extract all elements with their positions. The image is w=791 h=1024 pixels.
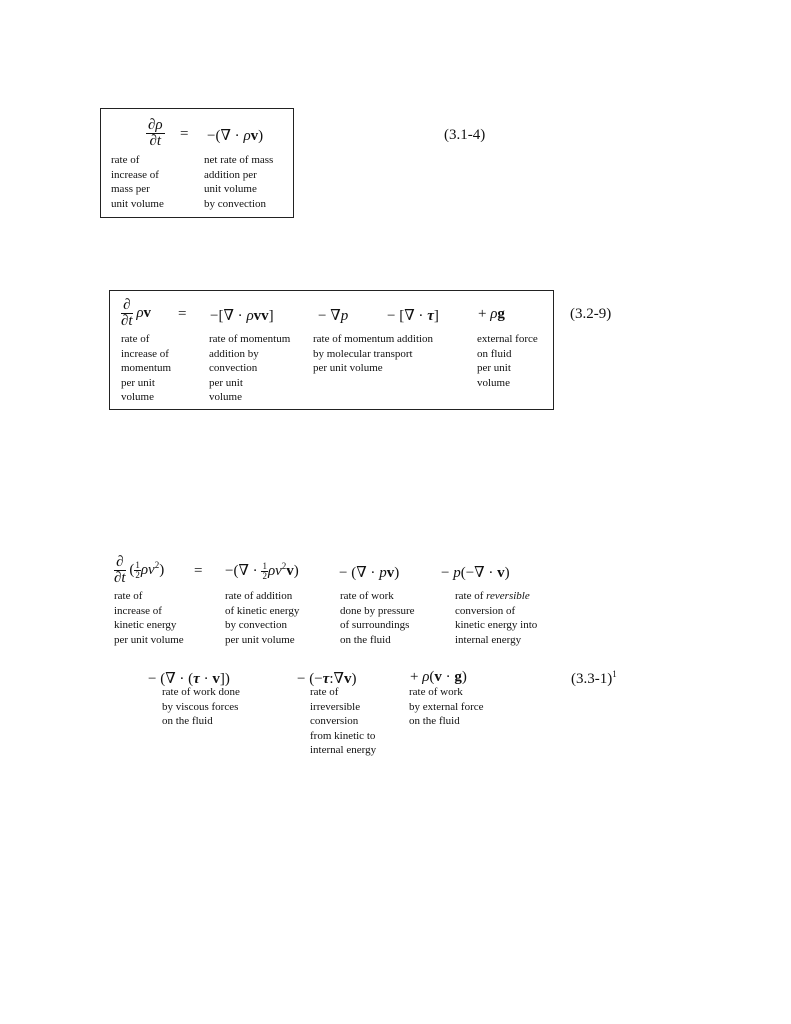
- eq3-equals: =: [194, 563, 203, 579]
- eq2-equals: =: [178, 306, 187, 322]
- eq3-desc-reversible-prefix: rate of: [455, 590, 487, 602]
- eq3-desc-gravity-work: rate of work by external force on the fluid: [409, 686, 484, 727]
- eq2-number: (3.2-9): [570, 306, 612, 322]
- eq2-desc-accumulation: rate of increase of momentum per unit volume: [121, 333, 172, 403]
- eq3-number-text: (3.3-1): [571, 671, 613, 687]
- eq1-equals: =: [180, 126, 189, 142]
- eq3-desc-convection: rate of addition of kinetic energy by convection per unit volume: [225, 590, 300, 646]
- eq2-stress-term: − [∇ · τ]: [387, 308, 439, 324]
- eq1-rhs: −(∇ · ρv): [207, 128, 264, 144]
- eq1-lhs: $\frac{\partial\rho}{\partial t}$: [148, 117, 163, 149]
- eq3-desc-reversible-word: reversible: [486, 590, 530, 602]
- eq3-lhs: $\frac{\partial}{\partial t}$ ( $\frac{1}{2}$ $\rho v^2$): [114, 554, 165, 586]
- eq2-desc-external: external force on fluid per unit volume: [477, 333, 538, 389]
- eq2-gravity-term: + ρg: [478, 306, 505, 322]
- eq3-viscous-work-term: − (∇ · (τ · v]): [148, 671, 230, 687]
- eq3-pressure-work-term: − (∇ · pv): [339, 565, 400, 581]
- eq2-desc-molecular: rate of momentum addition by molecular transport per unit volume: [313, 333, 434, 374]
- eq2-convection-term: −[∇ · ρvv]: [210, 308, 274, 324]
- eq3-gravity-work-term: + ρ(v · g): [410, 669, 467, 685]
- eq2-desc-convection: rate of momentum addition by convection per unit volume: [209, 333, 291, 403]
- eq2-lhs: $\frac{\partial}{\partial t}$ ρv: [121, 297, 152, 329]
- eq3-number: [571, 669, 617, 688]
- eq3-desc-reversible: conversion of kinetic energy into internal energy: [455, 604, 538, 646]
- eq1-number: (3.1-4): [444, 127, 486, 143]
- eq3-irreversible-term: − (−τ:∇v): [297, 671, 357, 687]
- eq1-desc-accumulation: rate of increase of mass per unit volume: [111, 154, 164, 210]
- eq3-footnote-marker: 1: [612, 669, 617, 679]
- eq3-desc-irreversible: rate of irreversible conversion from kinetic to internal energy: [310, 686, 377, 756]
- eq3-desc-accumulation: rate of increase of kinetic energy per unit volume: [114, 590, 184, 646]
- eq3-convection-term: −(∇ · $\frac{1}{2}$ $\rho v^2v$): [225, 561, 299, 582]
- eq3-desc-viscous-work: rate of work done by viscous forces on the fluid: [162, 686, 240, 727]
- eq2-pressure-term: − ∇p: [318, 308, 349, 324]
- eq3-reversible-term: − p(−∇ · v): [441, 565, 510, 581]
- eq1-desc-convection: net rate of mass addition per unit volume by convection: [204, 154, 274, 210]
- eq3-desc-pressure-work: rate of work done by pressure of surroundings on the fluid: [340, 590, 415, 646]
- eq3-desc-reversible-heading: [455, 589, 530, 604]
